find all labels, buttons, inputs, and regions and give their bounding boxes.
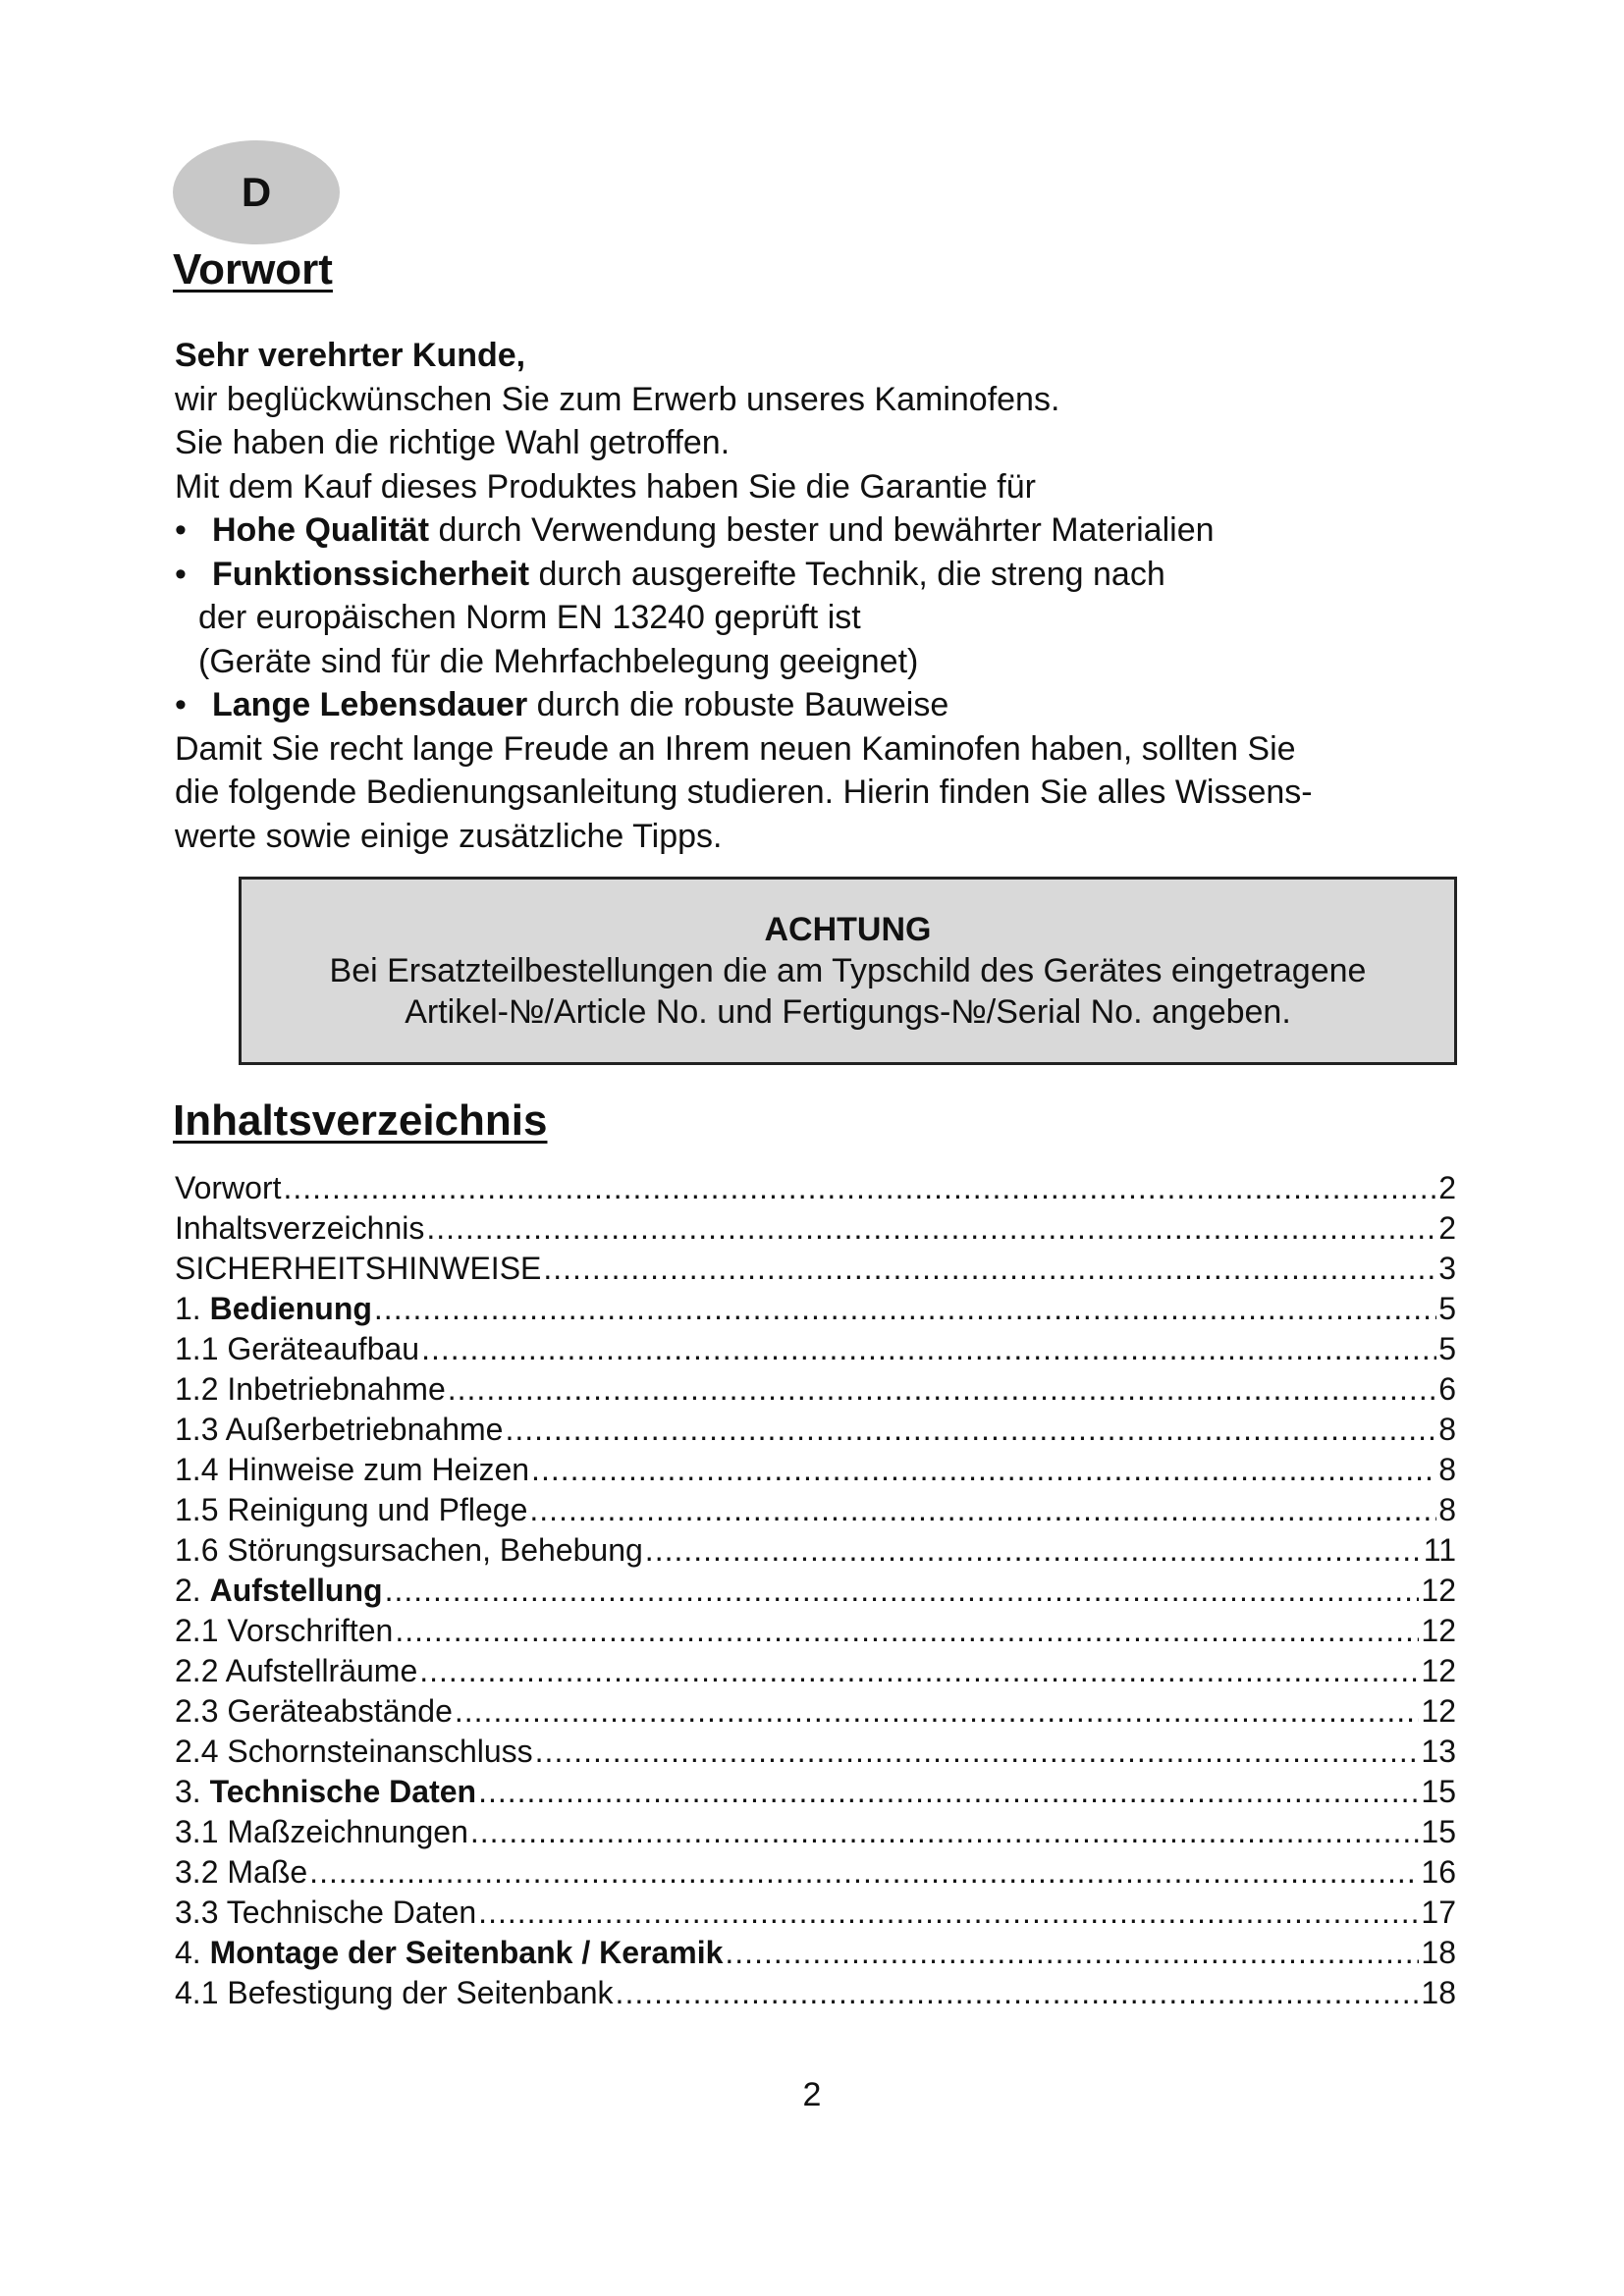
toc-entry-label xyxy=(175,1893,476,1933)
toc-entry-title: Technische Daten xyxy=(209,1774,477,1809)
toc-entry-label xyxy=(175,1852,307,1893)
notice-line: Artikel-№/Article No. und Fertigungs-№/Serial No. angeben. xyxy=(405,993,1291,1031)
toc-entry-number: 1. xyxy=(175,1291,201,1326)
toc-entry-title: Inhaltsverzeichnis xyxy=(175,1210,425,1246)
toc-entry-label xyxy=(175,1651,417,1691)
bullet-item xyxy=(175,683,1451,727)
toc-entry-label xyxy=(175,1289,372,1329)
toc-leader-dots xyxy=(616,1973,1420,2013)
toc-entry-page: 12 xyxy=(1421,1613,1456,1648)
toc-leader-dots xyxy=(645,1530,1422,1571)
toc-entry-label xyxy=(175,1571,383,1611)
toc-leader-dots xyxy=(529,1490,1436,1530)
toc-entry-page: 15 xyxy=(1421,1774,1456,1809)
toc-entry-title: Maße xyxy=(227,1854,308,1890)
toc-leader-dots xyxy=(470,1812,1420,1852)
toc-entry-number: 2.2 xyxy=(175,1653,219,1688)
toc-entry-number: 2.4 xyxy=(175,1734,219,1769)
toc-entry-title: Geräteaufbau xyxy=(227,1331,420,1366)
toc-leader-dots xyxy=(531,1450,1436,1490)
toc-entry-number: 1.3 xyxy=(175,1412,219,1447)
toc-entry-title: Montage der Seitenbank / Keramik xyxy=(209,1935,724,1970)
salutation: Sehr verehrter Kunde, xyxy=(175,337,526,374)
toc-entry-title: Störungsursachen, Behebung xyxy=(227,1532,643,1568)
toc-entry-label xyxy=(175,1329,419,1369)
toc-entry-label xyxy=(175,1450,529,1490)
toc-entry-page: 16 xyxy=(1421,1854,1456,1890)
toc-entry-label xyxy=(175,1530,643,1571)
toc-entry-label xyxy=(175,1369,446,1410)
toc-entry-label xyxy=(175,1249,541,1289)
toc-entry-title: Aufstellung xyxy=(209,1573,383,1608)
toc-entry xyxy=(175,1289,1456,1329)
toc-entry xyxy=(175,1571,1456,1611)
bullet-continuation: der europäischen Norm EN 13240 geprüft ist xyxy=(198,599,861,636)
toc-entry-title: Außerbetriebnahme xyxy=(225,1412,504,1447)
toc-leader-dots xyxy=(421,1329,1436,1369)
toc-entry-number: 2. xyxy=(175,1573,201,1608)
toc-leader-dots xyxy=(478,1772,1419,1812)
toc-entry-number: 1.2 xyxy=(175,1371,219,1407)
vorwort-heading: Vorwort xyxy=(173,245,333,294)
toc-entry-label xyxy=(175,1732,533,1772)
toc-entry xyxy=(175,1249,1456,1289)
toc-leader-dots xyxy=(448,1369,1436,1410)
toc-entry xyxy=(175,1893,1456,1933)
notice-title: ACHTUNG xyxy=(764,911,932,948)
toc-entry xyxy=(175,1530,1456,1571)
toc-entry-label xyxy=(175,1410,503,1450)
table-of-contents xyxy=(175,1168,1456,2013)
toc-entry-page: 15 xyxy=(1421,1814,1456,1849)
toc-entry-title: Technische Daten xyxy=(226,1895,477,1930)
toc-entry xyxy=(175,1329,1456,1369)
bullet-text: durch ausgereifte Technik, die streng nach xyxy=(529,555,1165,593)
toc-entry-title: Bedienung xyxy=(209,1291,372,1326)
closing-line: Damit Sie recht lange Freude an Ihrem neuen Kaminofen haben, sollten Sie xyxy=(175,729,1296,768)
bullet-icon: • xyxy=(175,511,187,549)
toc-entry-label xyxy=(175,1933,723,1973)
toc-entry-page: 3 xyxy=(1438,1251,1456,1286)
toc-entry-number: 4.1 xyxy=(175,1975,219,2010)
closing-line: werte sowie einige zusätzliche Tipps. xyxy=(175,817,723,855)
toc-entry-title: Aufstellräume xyxy=(225,1653,418,1688)
toc-entry xyxy=(175,1732,1456,1772)
toc-entry-title: Vorschriften xyxy=(227,1613,394,1648)
intro-line: wir beglückwünschen Sie zum Erwerb unseres Kaminofens. xyxy=(175,380,1060,418)
toc-entry xyxy=(175,1410,1456,1450)
toc-leader-dots xyxy=(455,1691,1420,1732)
toc-leader-dots xyxy=(478,1893,1419,1933)
toc-entry xyxy=(175,1852,1456,1893)
toc-leader-dots xyxy=(543,1249,1436,1289)
language-badge: D xyxy=(173,140,340,244)
toc-entry-page: 8 xyxy=(1438,1412,1456,1447)
toc-entry-page: 2 xyxy=(1438,1210,1456,1246)
bullet-bold: Lange Lebensdauer xyxy=(212,686,528,723)
toc-entry-number: 2.3 xyxy=(175,1693,219,1729)
bullet-text: durch die robuste Bauweise xyxy=(527,686,949,723)
toc-entry xyxy=(175,1208,1456,1249)
toc-leader-dots xyxy=(283,1168,1436,1208)
toc-entry-title: Maßzeichnungen xyxy=(227,1814,468,1849)
toc-entry-page: 5 xyxy=(1438,1331,1456,1366)
toc-entry-number: 3.2 xyxy=(175,1854,219,1890)
toc-entry-title: Vorwort xyxy=(175,1170,282,1205)
toc-entry-title: Inbetriebnahme xyxy=(227,1371,446,1407)
toc-entry-title: Geräteabstände xyxy=(227,1693,453,1729)
bullet-bold: Hohe Qualität xyxy=(212,511,430,549)
toc-entry-page: 12 xyxy=(1421,1573,1456,1608)
toc-entry-number: 3. xyxy=(175,1774,201,1809)
toc-leader-dots xyxy=(535,1732,1420,1772)
toc-entry-label xyxy=(175,1973,614,2013)
toc-leader-dots xyxy=(725,1933,1419,1973)
toc-entry-page: 13 xyxy=(1421,1734,1456,1769)
toc-entry-number: 1.6 xyxy=(175,1532,219,1568)
toc-entry-label xyxy=(175,1208,424,1249)
toc-entry-page: 11 xyxy=(1423,1532,1456,1568)
notice-box xyxy=(239,877,1457,1065)
toc-entry-number: 3.1 xyxy=(175,1814,219,1849)
toc-entry-number: 3.3 xyxy=(175,1895,219,1930)
toc-entry-label xyxy=(175,1168,281,1208)
toc-entry-number: 2.1 xyxy=(175,1613,219,1648)
toc-entry xyxy=(175,1933,1456,1973)
toc-entry xyxy=(175,1651,1456,1691)
toc-entry-page: 5 xyxy=(1438,1291,1456,1326)
toc-entry-title: SICHERHEITSHINWEISE xyxy=(175,1251,542,1286)
page-number: 2 xyxy=(802,2076,822,2113)
toc-leader-dots xyxy=(309,1852,1419,1893)
toc-entry-label xyxy=(175,1772,476,1812)
bullet-continuation: (Geräte sind für die Mehrfachbelegung geeignet) xyxy=(198,642,919,680)
toc-entry-number: 1.4 xyxy=(175,1452,219,1487)
bullet-icon: • xyxy=(175,686,187,723)
toc-entry-label xyxy=(175,1812,468,1852)
toc-entry xyxy=(175,1611,1456,1651)
toc-entry-page: 8 xyxy=(1438,1452,1456,1487)
toc-entry-page: 6 xyxy=(1438,1371,1456,1407)
toc-leader-dots xyxy=(395,1611,1419,1651)
bullet-bold: Funktionssicherheit xyxy=(212,555,530,593)
toc-entry-number: 1.1 xyxy=(175,1331,219,1366)
vorwort-body xyxy=(175,334,1451,858)
toc-entry xyxy=(175,1490,1456,1530)
toc-entry-title: Befestigung der Seitenbank xyxy=(227,1975,614,2010)
toc-entry-page: 18 xyxy=(1421,1975,1456,2010)
toc-leader-dots xyxy=(385,1571,1420,1611)
toc-entry xyxy=(175,1772,1456,1812)
closing-line: die folgende Bedienungsanleitung studieren. Hierin finden Sie alles Wissens- xyxy=(175,774,1313,811)
toc-entry-label xyxy=(175,1691,453,1732)
toc-entry-page: 2 xyxy=(1438,1170,1456,1205)
bullet-item xyxy=(175,553,1451,597)
intro-line: Mit dem Kauf dieses Produktes haben Sie die Garantie für xyxy=(175,467,1036,506)
toc-entry xyxy=(175,1369,1456,1410)
toc-leader-dots xyxy=(419,1651,1419,1691)
toc-entry-title: Schornsteinanschluss xyxy=(227,1734,533,1769)
toc-entry xyxy=(175,1168,1456,1208)
toc-heading: Inhaltsverzeichnis xyxy=(173,1096,548,1145)
notice-line: Bei Ersatzteilbestellungen die am Typschild des Gerätes eingetragene xyxy=(329,952,1367,989)
toc-entry-page: 8 xyxy=(1438,1492,1456,1527)
toc-entry-title: Hinweise zum Heizen xyxy=(227,1452,530,1487)
bullet-item xyxy=(175,508,1451,553)
toc-entry xyxy=(175,1973,1456,2013)
bullet-text: durch Verwendung bester und bewährter Materialien xyxy=(429,511,1215,549)
toc-entry-label xyxy=(175,1611,393,1651)
toc-entry-page: 17 xyxy=(1421,1895,1456,1930)
toc-entry xyxy=(175,1450,1456,1490)
toc-leader-dots xyxy=(505,1410,1436,1450)
toc-entry-label xyxy=(175,1490,527,1530)
toc-entry-page: 12 xyxy=(1421,1653,1456,1688)
toc-entry-page: 18 xyxy=(1421,1935,1456,1970)
toc-entry xyxy=(175,1812,1456,1852)
toc-entry xyxy=(175,1691,1456,1732)
toc-entry-title: Reinigung und Pflege xyxy=(227,1492,528,1527)
toc-entry-page: 12 xyxy=(1421,1693,1456,1729)
intro-line: Sie haben die richtige Wahl getroffen. xyxy=(175,424,731,461)
toc-entry-number: 1.5 xyxy=(175,1492,219,1527)
bullet-icon: • xyxy=(175,555,187,593)
toc-entry-number: 4. xyxy=(175,1935,201,1970)
toc-leader-dots xyxy=(426,1208,1436,1249)
toc-leader-dots xyxy=(374,1289,1436,1329)
